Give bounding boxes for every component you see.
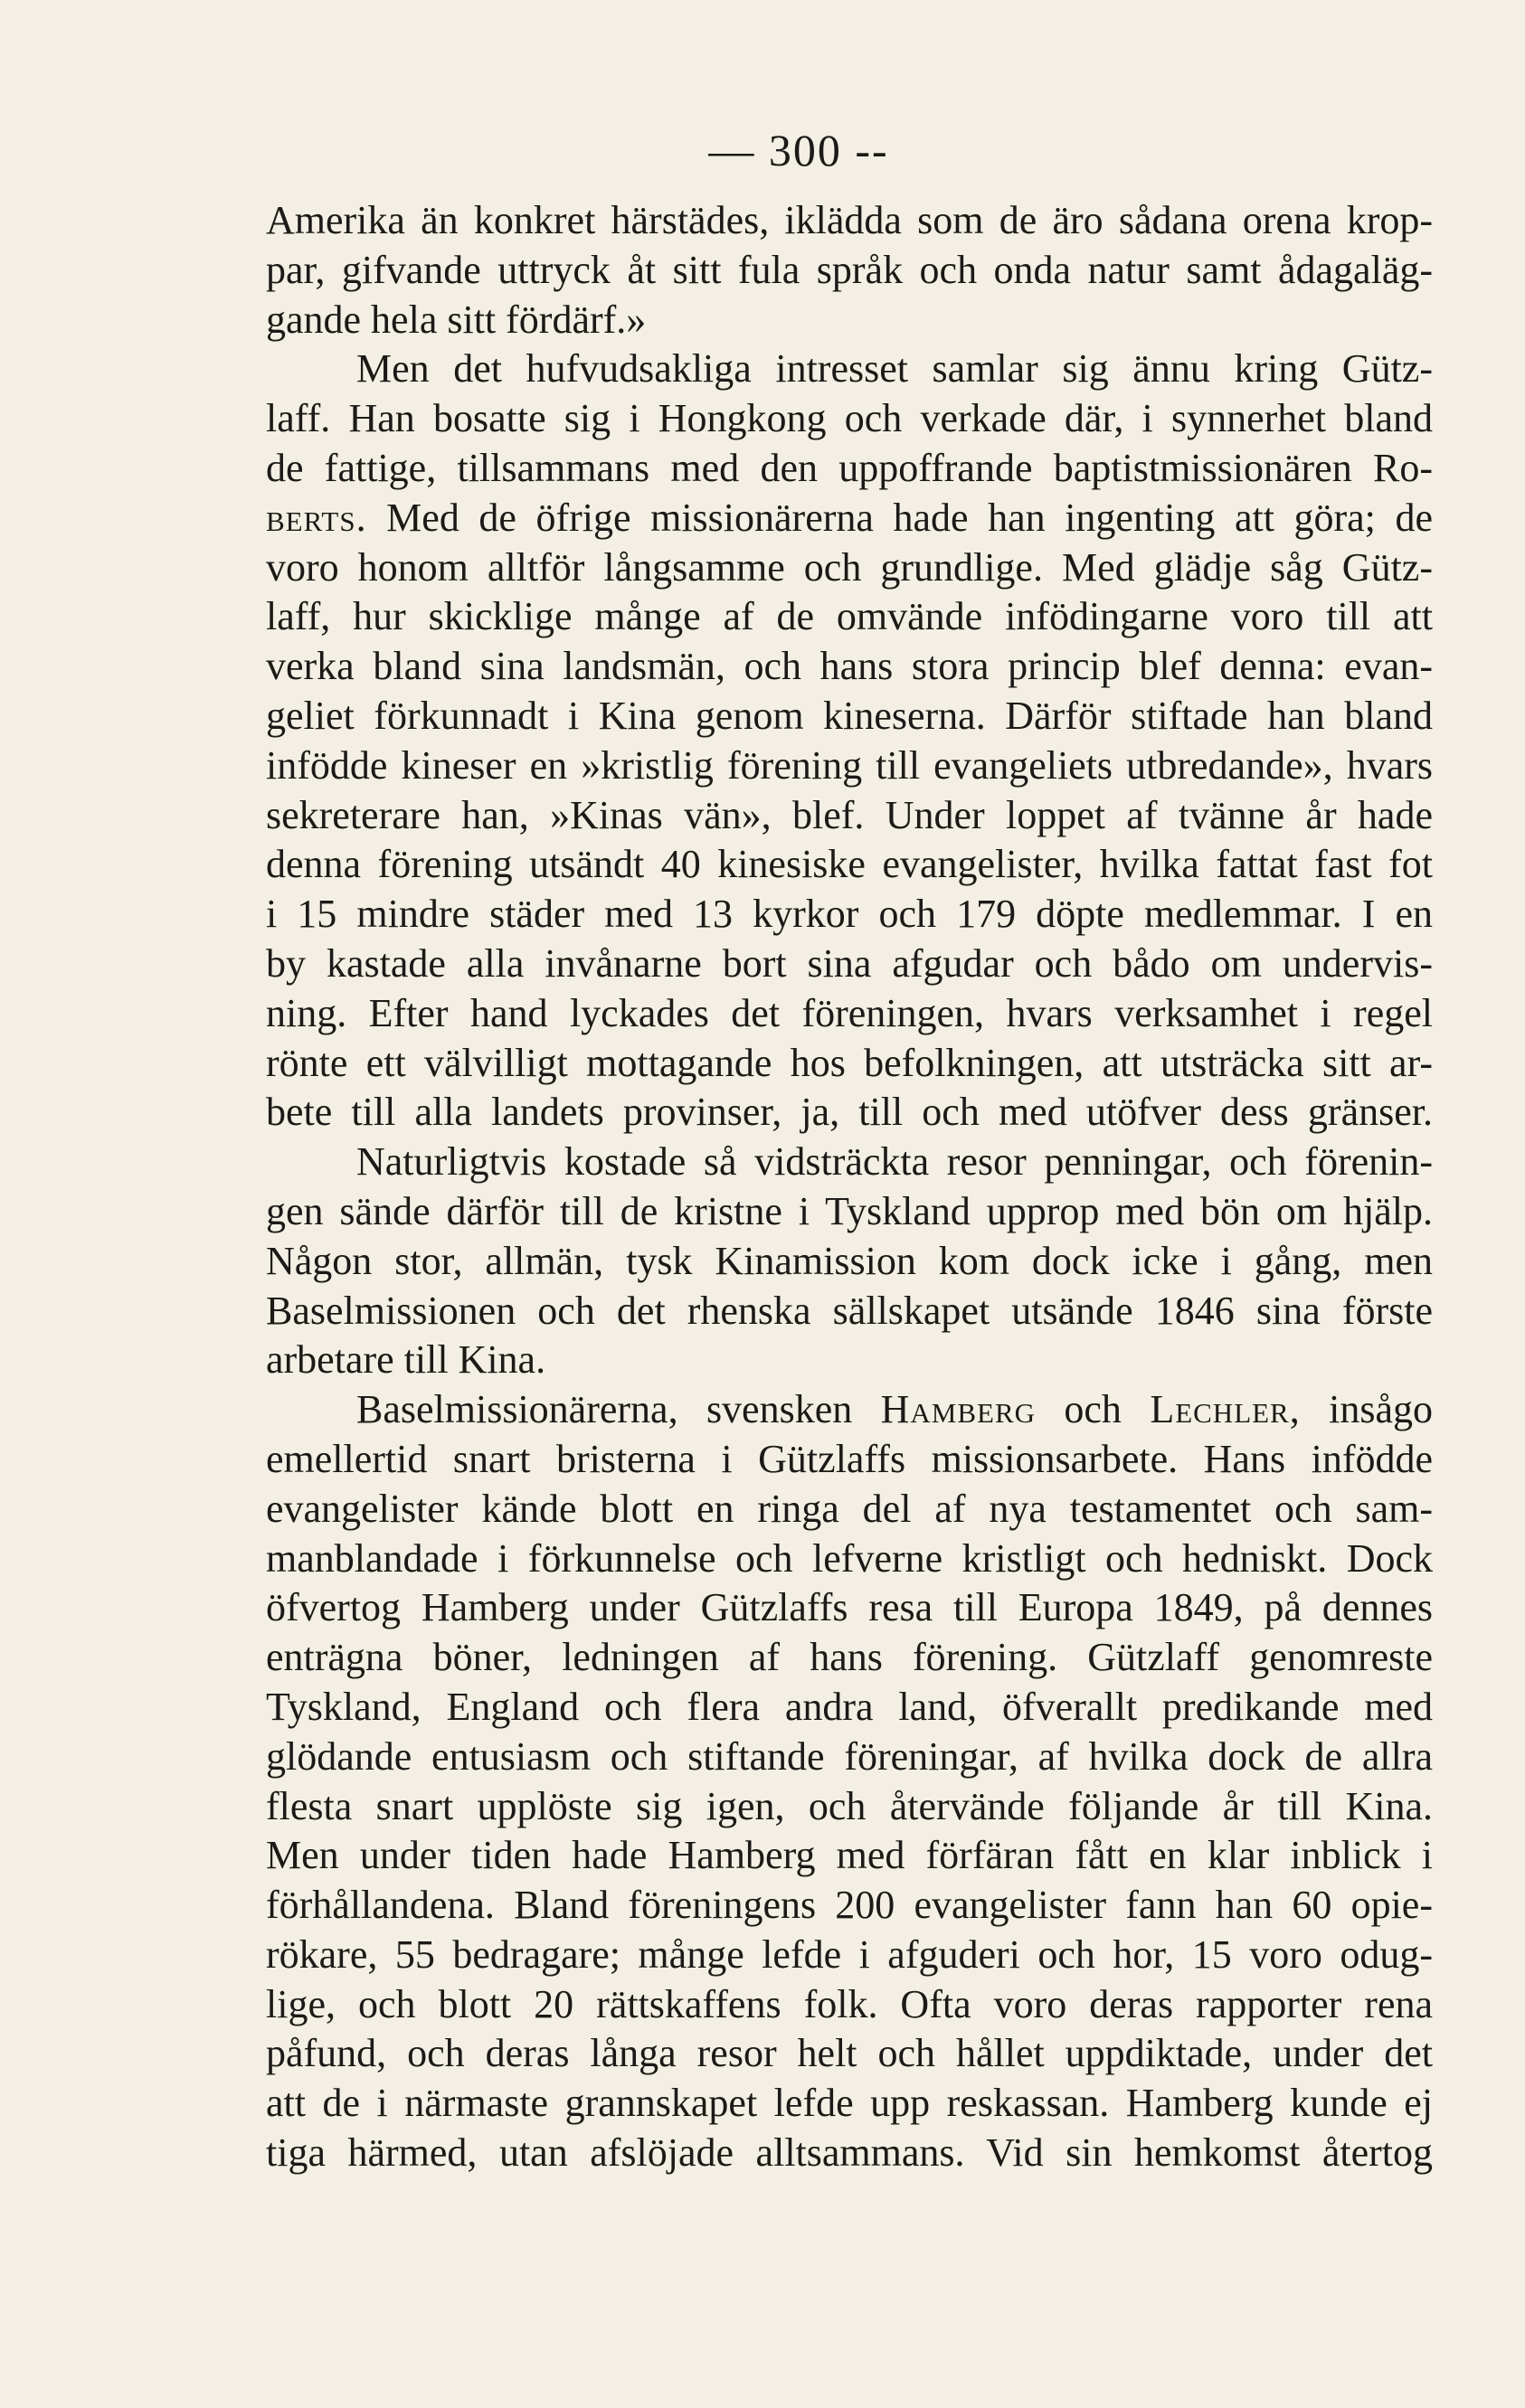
text-line: öfvertog Hamberg under Gützlaffs resa till Europa 1849, på dennes [266,1585,1433,1630]
text-line: Men det hufvudsakliga intresset samlar sig ännu kring Gütz- [356,346,1433,392]
text-line: gen sände därför till de kristne i Tyskland upprop med bön om hjälp. [266,1188,1433,1233]
text-line: tiga härmed, utan afslöjade alltsammans. Vid sin hemkomst återtog [266,2130,1433,2176]
page-number-text: — 300 -- [708,125,889,175]
name-roberts-part2: berts. [266,495,367,540]
text-line: voro honom alltför långsamme och grundlige. Med glädje såg Gütz- [266,544,1433,590]
text-line: gande hela sitt fördärf.» [266,297,647,342]
text-line: infödde kineser en »kristlig förening till evangeliets utbredande», hvars [266,742,1433,788]
text-line: manblandade i förkunnelse och lefverne kristligt och hedniskt. Dock [266,1535,1433,1581]
text-line: emellertid snart bristerna i Gützlaffs missionsarbete. Hans infödde [266,1436,1433,1481]
text-line: laff, hur skicklige månge af de omvände infödingarne voro till att [266,594,1433,639]
name-lechler: Lechler, [1150,1387,1301,1432]
text-line: Någon stor, allmän, tysk Kinamission kom dock icke i gång, men [266,1238,1433,1283]
text-segment: insågo [1329,1387,1433,1432]
text-line: verka bland sina landsmän, och hans stora princip blef denna: evan- [266,644,1433,689]
text-line: bete till alla landets provinser, ja, till och med utöfver dess gränser. [266,1090,1433,1135]
text-line: lige, och blott 20 rättskaffens folk. Ofta voro deras rapporter rena [266,1981,1433,2026]
text-line: flesta snart upplöste sig igen, och återvände följande år till Kina. [266,1783,1433,1828]
text-line: par, gifvande uttryck åt sitt fula språk och onda natur samt ådagaläg- [266,247,1433,292]
text-segment: och [1064,1387,1122,1432]
text-line [266,494,1433,543]
text-segment: Baselmissionärerna, svensken [356,1387,853,1432]
text-line: ning. Efter hand lyckades det föreningen, hvars verksamhet i regel [266,990,1433,1035]
text-line: rönte ett välvilligt mottagande hos befolkningen, att utsträcka sitt ar- [266,1040,1433,1085]
name-roberts-part1: Ro- [1373,445,1433,490]
text-line: evangelister kände blott en ringa del af nya testamentet och sam- [266,1486,1433,1531]
text-line: Tyskland, England och flera andra land, öfverallt predikande med [266,1684,1433,1729]
text-line: Men under tiden hade Hamberg med förfäran fått en klar inblick i [266,1833,1433,1878]
text-line: by kastade alla invånarne bort sina afgudar och bådo om undervis- [266,940,1433,986]
body-text [266,196,1433,2178]
text-segment: Med de öfrige missionärerna hade han ingenting att göra; de [386,495,1433,540]
text-line: Amerika än konkret härstädes, iklädda som de äro sådana orena krop- [266,198,1433,242]
text-line: geliet förkunnadt i Kina genom kineserna. Därför stiftade han bland [266,693,1433,738]
text-line: arbetare till Kina. [266,1337,546,1383]
text-line [266,444,1433,494]
text-line: förhållandena. Bland föreningens 200 evangelister fann han 60 opie- [266,1883,1433,1928]
text-line: Naturligtvis kostade så vidsträckta resor penningar, och förenin- [356,1139,1433,1185]
text-line: laff. Han bosatte sig i Hongkong och verkade där, i synnerhet bland [266,396,1433,441]
text-line: enträgna böner, ledningen af hans förening. Gützlaff genomreste [266,1635,1433,1680]
text-line: glödande entusiasm och stiftande föreningar, af hvilka dock de allra [266,1733,1433,1779]
text-line: att de i närmaste grannskapet lefde upp reskassan. Hamberg kunde ej [266,2081,1433,2126]
text-line: denna förening utsändt 40 kinesiske evangelister, hvilka fattat fast fot [266,842,1433,887]
text-line: påfund, och deras långa resor helt och hållet uppdiktade, under det [266,2031,1433,2076]
text-line: rökare, 55 bedragare; månge lefde i afguderi och hor, 15 voro odug- [266,1931,1433,1977]
text-line: sekreterare han, »Kinas vän», blef. Under loppet af tvänne år hade [266,792,1433,837]
text-line: i 15 mindre städer med 13 kyrkor och 179 döpte medlemmar. I en [266,892,1433,937]
text-segment: de fattige, tillsammans med den uppoffrande baptistmissionären [266,445,1352,490]
text-line: Baselmissionen och det rhenska sällskapet utsände 1846 sina förste [266,1288,1433,1333]
name-hamberg: Hamberg [880,1387,1037,1432]
page-number [0,124,1525,176]
text-line [266,1385,1433,1435]
